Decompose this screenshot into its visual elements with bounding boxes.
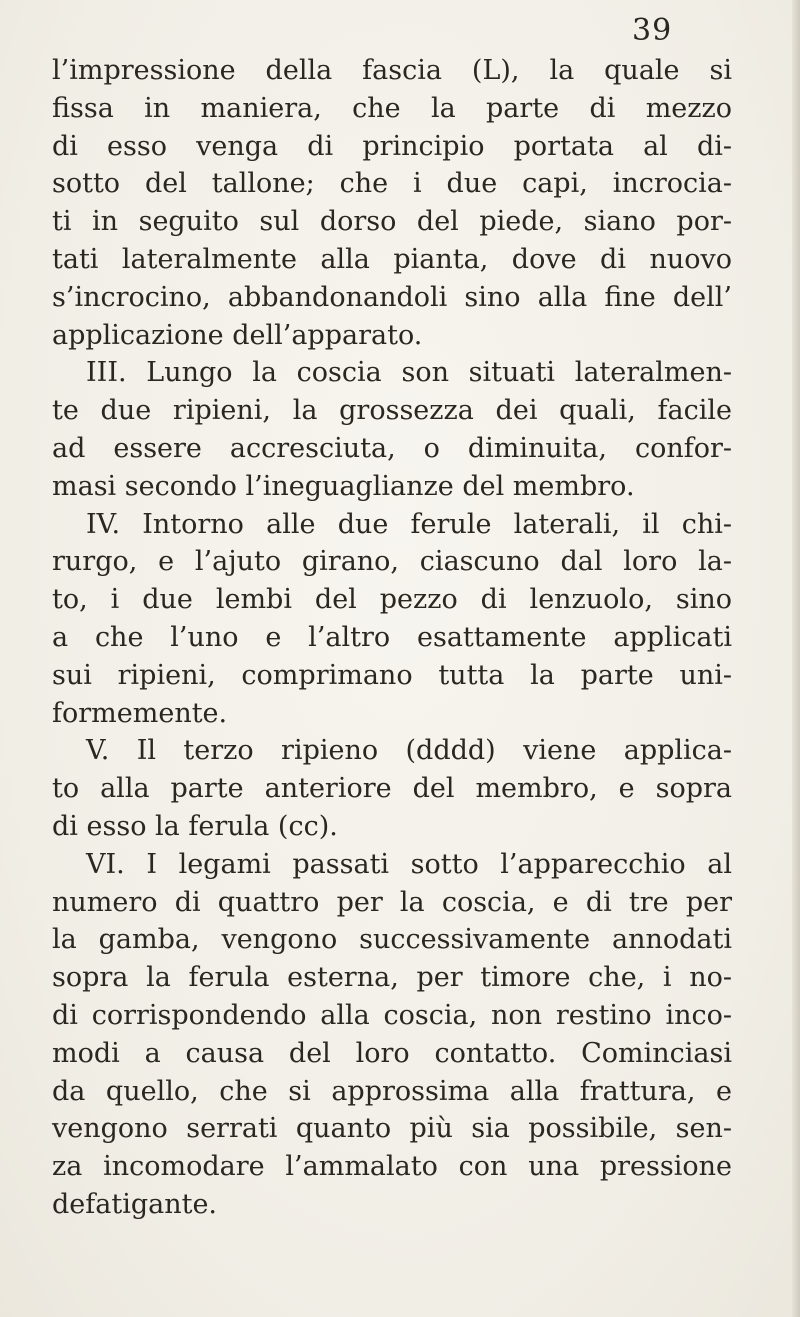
text-line: formemente. [52,697,228,729]
text-line: sotto del tallone; che i due capi, incrocia- [52,168,732,200]
text-line: vengono serrati quanto più sia possibile, sen- [52,1113,732,1145]
text-line: di esso la ferula (cc). [52,810,338,842]
text-line: l’impressione della fascia (L), la quale si [52,55,732,86]
text-line: la gamba, vengono successivamente annodati [52,924,732,956]
text-line: masi secondo l’ineguaglianze del membro. [52,470,635,502]
text-line: III. Lungo la coscia son situati lateralmen- [86,357,732,389]
text-line: te due ripieni, la grossezza dei quali, facile [52,395,732,427]
text-line: a che l’uno e l’altro esattamente applicati [52,621,732,653]
page-number: 39 [632,13,673,48]
text-line: ti in seguito sul dorso del piede, siano por- [52,206,732,238]
text-line: sopra la ferula esterna, per timore che, i no- [52,962,732,994]
text-line: ad essere accresciuta, o diminuita, confor- [52,432,732,464]
page-edge-shadow [792,0,800,1317]
text-line: sui ripieni, comprimano tutta la parte uni- [52,659,732,691]
text-line: da quello, che si approssima alla frattura, e [52,1075,732,1107]
text-line: di esso venga di principio portata al di- [52,130,732,162]
text-line: numero di quattro per la coscia, e di tre per [52,886,732,918]
text-line: V. Il terzo ripieno (dddd) viene applica- [86,735,732,767]
text-line: di corrispondendo alla coscia, non restino inco- [52,999,732,1031]
text-line: za incomodare l’ammalato con una pressione [52,1151,732,1183]
text-line: VI. I legami passati sotto l’apparecchio al [86,848,732,880]
text-line: IV. Intorno alle due ferule laterali, il chi- [86,508,732,540]
text-line: defatigante. [52,1188,218,1220]
text-line: modi a causa del loro contatto. Cominciasi [52,1037,732,1069]
text-line: rurgo, e l’ajuto girano, ciascuno dal loro la- [52,546,732,578]
text-line: applicazione dell’apparato. [52,319,423,351]
text-line: to, i due lembi del pezzo di lenzuolo, sino [52,584,732,616]
text-line: to alla parte anteriore del membro, e sopra [52,773,732,805]
text-line: tati lateralmente alla pianta, dove di nuovo [52,243,732,275]
body-text [52,52,732,1224]
text-line: fissa in maniera, che la parte di mezzo [52,92,732,124]
text-line: s’incrocino, abbandonandoli sino alla fine dell’ [52,281,732,313]
